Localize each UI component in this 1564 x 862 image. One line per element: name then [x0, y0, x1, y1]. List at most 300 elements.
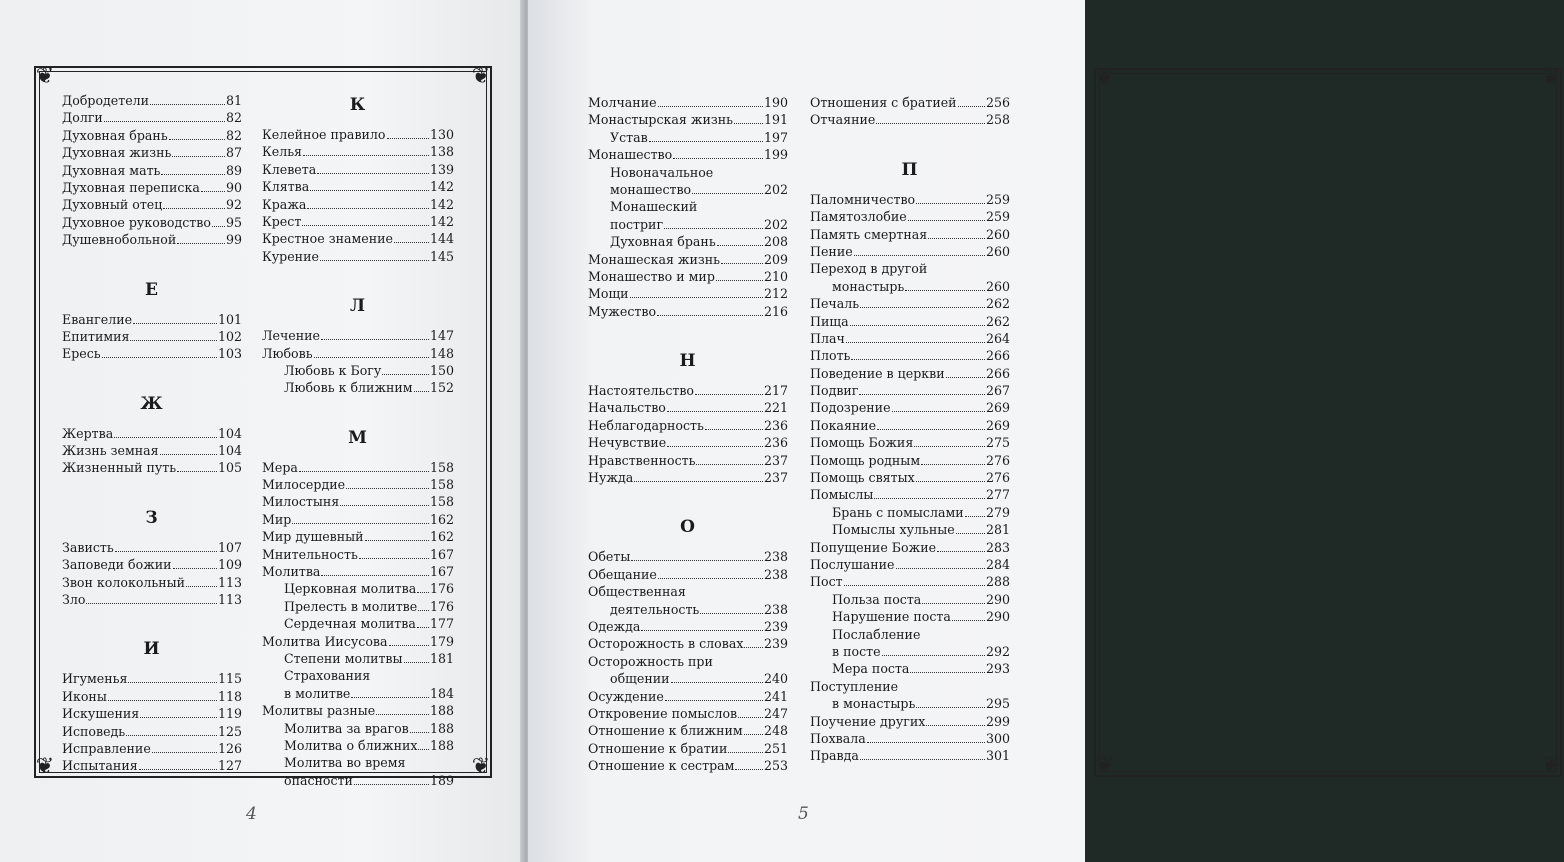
dot-leader — [186, 574, 217, 587]
entry-page-number: 176 — [429, 598, 454, 614]
entry-page-number: 208 — [763, 234, 788, 250]
entry-page-number: 293 — [985, 661, 1010, 677]
entry-term: Духовная брань — [62, 127, 168, 143]
right-page — [528, 0, 1561, 862]
entry-page-number: 248 — [763, 723, 788, 739]
left-page — [0, 0, 524, 862]
dot-leader — [321, 563, 429, 576]
entry-term: Евангелие — [62, 311, 133, 327]
corner-ornament-icon: ❦ — [1541, 66, 1561, 91]
entry-page-number: 238 — [763, 566, 788, 582]
entry-term: Монашество — [588, 147, 673, 163]
index-entry — [62, 556, 242, 573]
entry-term: Поучение других — [810, 713, 926, 729]
entry-term: Польза поста — [832, 591, 922, 607]
index-entry — [62, 328, 242, 345]
index-entry — [62, 345, 242, 362]
dot-leader — [846, 330, 985, 343]
entry-page-number: 138 — [429, 144, 454, 160]
dot-leader — [851, 347, 985, 360]
entry-page-number: 290 — [985, 609, 1010, 625]
entry-term: Епитимия — [62, 328, 130, 344]
entry-page-number: 101 — [217, 311, 242, 327]
index-entry — [810, 330, 1010, 347]
entry-term: Правда — [810, 748, 859, 764]
entry-page-number: 118 — [217, 688, 242, 704]
entry-term: Зависть — [62, 539, 114, 555]
entry-term: Жизнь земная — [62, 443, 159, 459]
index-entry — [262, 459, 454, 476]
index-entry — [810, 295, 1010, 312]
section-gap — [262, 397, 454, 417]
entry-term: Покаяние — [810, 417, 877, 433]
dot-leader — [417, 615, 429, 628]
entry-term: монашество — [610, 181, 692, 197]
entry-term: Исправление — [62, 740, 151, 756]
entry-term: Мера — [262, 459, 298, 475]
entry-term: Помыслы хульные — [832, 522, 955, 538]
entry-page-number: 145 — [429, 248, 454, 264]
index-entry — [588, 399, 788, 416]
entry-page-number: 262 — [985, 313, 1010, 329]
entry-page-number: 301 — [985, 748, 1010, 764]
dot-leader — [317, 161, 429, 174]
dot-leader — [354, 772, 429, 785]
entry-term: Молитва за врагов — [284, 720, 409, 736]
index-subentry — [262, 754, 454, 771]
index-entry — [588, 705, 788, 722]
section-gap — [810, 129, 1010, 149]
entry-page-number: 188 — [429, 720, 454, 736]
letter-heading: П — [901, 159, 919, 180]
dot-leader — [394, 230, 429, 243]
dot-leader — [404, 650, 429, 663]
entry-term: Настоятельство — [588, 383, 695, 399]
entry-term: Степени молитвы — [284, 650, 403, 666]
entry-page-number: 260 — [985, 278, 1010, 294]
entry-page-number: 181 — [429, 650, 454, 666]
index-subentry — [262, 598, 454, 615]
entry-page-number: 87 — [225, 145, 242, 161]
entry-page-number: 276 — [985, 470, 1010, 486]
dot-leader — [914, 434, 985, 447]
dot-leader — [850, 313, 985, 326]
entry-page-number: 162 — [429, 529, 454, 545]
dot-leader — [667, 399, 763, 412]
entry-term: Печаль — [810, 296, 860, 312]
entry-term: деятельность — [610, 601, 700, 617]
index-subentry — [588, 164, 788, 181]
corner-ornament-icon: ❦ — [1095, 753, 1115, 778]
dot-leader — [387, 126, 429, 139]
index-entry — [810, 417, 1010, 434]
index-entry — [810, 434, 1010, 451]
entry-page-number: 236 — [763, 435, 788, 451]
dot-leader — [359, 546, 429, 559]
dot-leader — [735, 757, 763, 770]
index-entry — [62, 127, 242, 144]
index-entry — [588, 757, 788, 774]
index-entry — [62, 539, 242, 556]
entry-page-number: 288 — [985, 574, 1010, 590]
dot-leader — [877, 417, 985, 430]
entry-page-number: 177 — [429, 616, 454, 632]
entry-term: Долги — [62, 110, 103, 126]
index-entry — [262, 702, 454, 719]
entry-page-number: 238 — [763, 549, 788, 565]
index-entry — [588, 469, 788, 486]
entry-term: Помощь святых — [810, 470, 915, 486]
dot-leader — [854, 243, 985, 256]
entry-term: Мнительность — [262, 546, 358, 562]
index-entry — [62, 723, 242, 740]
section-gap — [262, 265, 454, 285]
entry-page-number: 216 — [763, 303, 788, 319]
entry-term: Келейное правило — [262, 127, 386, 142]
dot-leader — [340, 493, 429, 506]
index-entry — [62, 109, 242, 126]
dot-leader — [744, 635, 763, 648]
index-subentry — [810, 278, 1010, 295]
letter-heading: Е — [145, 279, 159, 300]
entry-term: Молитва во время — [284, 755, 406, 771]
index-entry — [62, 459, 242, 476]
entry-page-number: 167 — [429, 546, 454, 562]
entry-term: Келья — [262, 144, 303, 160]
entry-term: Душевнобольной — [62, 232, 177, 248]
entry-page-number: 237 — [763, 452, 788, 468]
index-entry — [810, 347, 1010, 364]
entry-page-number: 127 — [217, 758, 242, 774]
entry-page-number: 284 — [985, 556, 1010, 572]
index-entry — [588, 740, 788, 757]
entry-term: Монастырская жизнь — [588, 112, 733, 128]
entry-term: Переход в другой — [810, 261, 928, 277]
entry-term: Памятозлобие — [810, 209, 907, 225]
entry-page-number: 256 — [985, 95, 1010, 110]
index-entry — [62, 757, 242, 774]
entry-page-number: 202 — [763, 181, 788, 197]
dot-leader — [108, 688, 217, 701]
index-entry — [262, 143, 454, 160]
entry-term: Мир — [262, 511, 292, 527]
corner-ornament-icon: ❦ — [35, 64, 55, 89]
entry-page-number: 184 — [429, 685, 454, 701]
entry-page-number: 188 — [429, 737, 454, 753]
entry-page-number: 104 — [217, 443, 242, 459]
index-entry — [810, 208, 1010, 225]
dot-leader — [410, 720, 429, 733]
index-entry — [62, 162, 242, 179]
entry-term: Клятва — [262, 179, 310, 195]
entry-page-number: 150 — [429, 362, 454, 378]
index-subentry — [588, 198, 788, 215]
entry-term: Устав — [610, 129, 648, 145]
entry-page-number: 176 — [429, 581, 454, 597]
entry-term: Жизненный путь — [62, 460, 177, 476]
index-subentry — [262, 720, 454, 737]
section-gap — [62, 477, 242, 497]
entry-term: Неблагодарность — [588, 417, 704, 433]
letter-heading: М — [348, 427, 368, 448]
right-column-1 — [588, 94, 788, 775]
index-entry — [588, 146, 788, 163]
dot-leader — [700, 601, 763, 614]
index-entry — [262, 476, 454, 493]
entry-term: Духовный отец — [62, 197, 163, 213]
entry-page-number: 115 — [217, 671, 242, 687]
entry-term: Память смертная — [810, 226, 928, 242]
entry-page-number: 148 — [429, 345, 454, 361]
entry-term: Паломничество — [810, 191, 916, 207]
entry-term: Откровение помыслов — [588, 705, 738, 721]
corner-ornament-icon: ❦ — [1095, 66, 1115, 91]
entry-page-number: 209 — [763, 251, 788, 267]
entry-term: Мера поста — [832, 661, 910, 677]
entry-term: Помощь Божия — [810, 435, 914, 451]
index-entry — [810, 678, 1010, 695]
entry-term: Молитва о ближних — [284, 737, 418, 753]
entry-page-number: 266 — [985, 365, 1010, 381]
entry-term: Духовное руководство — [62, 214, 211, 230]
entry-page-number: 283 — [985, 539, 1010, 555]
letter-heading: И — [143, 639, 161, 660]
dot-leader — [867, 730, 985, 743]
dot-leader — [696, 452, 763, 465]
dot-leader — [140, 705, 217, 718]
entry-term: Осторожность при — [588, 653, 713, 669]
entry-page-number: 107 — [217, 539, 242, 555]
dot-leader — [292, 511, 429, 524]
index-entry — [810, 556, 1010, 573]
dot-leader — [169, 127, 225, 140]
dot-leader — [695, 382, 763, 395]
index-subentry — [262, 580, 454, 597]
entry-page-number: 199 — [763, 147, 788, 163]
entry-term: Похвала — [810, 730, 866, 746]
entry-term: Исповедь — [62, 723, 126, 739]
index-entry — [810, 486, 1010, 503]
entry-page-number: 158 — [429, 477, 454, 493]
entry-term: Брань с помыслами — [832, 504, 964, 520]
entry-page-number: 281 — [985, 522, 1010, 538]
dot-leader — [928, 226, 985, 239]
dot-leader — [321, 327, 429, 340]
dot-leader — [389, 633, 429, 646]
dot-leader — [115, 539, 217, 552]
dot-leader — [882, 643, 985, 656]
entry-page-number: 260 — [985, 226, 1010, 242]
letter-heading: К — [349, 95, 367, 115]
dot-leader — [376, 702, 429, 715]
entry-term: Отношение к сестрам — [588, 758, 735, 774]
index-entry — [62, 311, 242, 328]
dot-leader — [641, 618, 763, 631]
entry-term: Клевета — [262, 161, 317, 177]
dot-leader — [657, 303, 763, 316]
index-entry — [262, 511, 454, 528]
section-gap — [62, 249, 242, 269]
index-subentry — [588, 233, 788, 250]
entry-term: в посте — [832, 643, 881, 659]
dot-leader — [310, 178, 429, 191]
entry-term: Духовная переписка — [62, 179, 200, 195]
entry-page-number: 158 — [429, 494, 454, 510]
entry-term: Добродетели — [62, 93, 150, 108]
entry-term: Осторожность в словах — [588, 636, 744, 652]
letter-heading: Ж — [140, 393, 164, 414]
dot-leader — [177, 231, 225, 244]
dot-leader — [150, 92, 225, 105]
entry-term: Любовь к ближним — [284, 380, 413, 396]
entry-page-number: 267 — [985, 383, 1010, 399]
index-entry — [588, 566, 788, 583]
entry-term: Нравственность — [588, 452, 696, 468]
entry-term: Молчание — [588, 95, 657, 110]
dot-leader — [212, 214, 225, 227]
entry-term: общении — [610, 671, 670, 687]
entry-term: Милостыня — [262, 494, 340, 510]
entry-page-number: 104 — [217, 425, 242, 441]
entry-term: постриг — [610, 216, 664, 232]
dot-leader — [418, 737, 428, 750]
entry-page-number: 162 — [429, 511, 454, 527]
entry-page-number: 152 — [429, 380, 454, 396]
dot-leader — [303, 143, 429, 156]
index-entry — [588, 618, 788, 635]
index-entry — [588, 434, 788, 451]
index-entry — [262, 633, 454, 650]
entry-page-number: 139 — [429, 161, 454, 177]
index-subentry — [262, 685, 454, 702]
dot-leader — [418, 598, 429, 611]
dot-leader — [956, 521, 985, 534]
dot-leader — [892, 399, 985, 412]
index-entry — [810, 573, 1010, 590]
entry-page-number: 276 — [985, 452, 1010, 468]
dot-leader — [664, 216, 763, 229]
entry-term: Осуждение — [588, 688, 664, 704]
index-entry — [588, 653, 788, 670]
entry-page-number: 144 — [429, 231, 454, 247]
letter-heading: Л — [349, 296, 367, 317]
index-entry — [262, 345, 454, 362]
entry-page-number: 82 — [225, 127, 242, 143]
entry-term: Молитвы разные — [262, 703, 376, 719]
dot-leader — [658, 94, 763, 107]
entry-page-number: 237 — [763, 470, 788, 486]
index-subentry — [588, 216, 788, 233]
entry-term: Игуменья — [62, 671, 128, 687]
dot-leader — [705, 417, 763, 430]
entry-term: Отчаяние — [810, 112, 876, 128]
entry-term: Помощь родным — [810, 452, 921, 468]
dot-leader — [177, 459, 217, 472]
index-entry — [262, 196, 454, 213]
index-entry — [262, 546, 454, 563]
entry-term: Ересь — [62, 346, 101, 362]
dot-leader — [665, 688, 763, 701]
dot-leader — [161, 162, 225, 175]
entry-page-number: 238 — [763, 601, 788, 617]
index-entry — [810, 452, 1010, 469]
entry-term: Монашеский — [610, 199, 698, 215]
entry-term: Испытания — [62, 758, 138, 774]
section-gap — [62, 363, 242, 383]
entry-page-number: 130 — [429, 127, 454, 142]
dot-leader — [649, 129, 763, 142]
dot-leader — [414, 379, 429, 392]
entry-term: Плач — [810, 330, 845, 346]
entry-page-number: 179 — [429, 633, 454, 649]
index-entry — [262, 563, 454, 580]
index-entry — [262, 248, 454, 265]
dot-leader — [916, 191, 985, 204]
dot-leader — [958, 94, 985, 107]
index-subentry — [262, 379, 454, 396]
dot-leader — [721, 251, 763, 264]
index-subentry — [262, 737, 454, 754]
entry-page-number: 142 — [429, 196, 454, 212]
entry-term: Одежда — [588, 618, 641, 634]
entry-term: Страхования — [284, 668, 371, 684]
index-subentry — [588, 601, 788, 618]
entry-page-number: 299 — [985, 713, 1010, 729]
index-entry — [262, 493, 454, 510]
entry-term: Общественная — [588, 584, 686, 600]
dot-leader — [673, 146, 763, 159]
dot-leader — [104, 109, 225, 122]
entry-term: монастырь — [832, 278, 905, 294]
entry-page-number: 251 — [763, 740, 788, 756]
dot-leader — [667, 434, 763, 447]
index-entry — [62, 179, 242, 196]
index-subentry — [588, 670, 788, 687]
entry-term: Поступление — [810, 678, 899, 694]
entry-term: Монашеская жизнь — [588, 251, 721, 267]
dot-leader — [916, 469, 985, 482]
index-entry — [62, 705, 242, 722]
entry-page-number: 266 — [985, 348, 1010, 364]
dot-leader — [314, 345, 429, 358]
dot-leader — [114, 425, 217, 438]
index-subentry — [810, 591, 1010, 608]
index-entry — [810, 713, 1010, 730]
dot-leader — [102, 345, 217, 358]
index-entry — [810, 730, 1010, 747]
entry-page-number: 260 — [985, 243, 1010, 259]
entry-term: Прелесть в молитве — [284, 598, 418, 614]
section-gap — [588, 320, 788, 340]
entry-term: Церковная молитва — [284, 581, 417, 597]
entry-term: Искушения — [62, 706, 140, 722]
index-entry — [810, 399, 1010, 416]
dot-leader — [382, 362, 429, 375]
index-entry — [62, 442, 242, 459]
dot-leader — [307, 196, 429, 209]
section-gap — [588, 486, 788, 506]
entry-page-number: 189 — [429, 772, 454, 788]
dot-leader — [859, 382, 985, 395]
dot-leader — [320, 248, 429, 261]
dot-leader — [896, 556, 985, 569]
dot-leader — [905, 278, 985, 291]
entry-page-number: 269 — [985, 417, 1010, 433]
entry-page-number: 109 — [217, 557, 242, 573]
index-subentry — [810, 626, 1010, 643]
dot-leader — [128, 670, 217, 683]
entry-page-number: 113 — [217, 592, 242, 608]
